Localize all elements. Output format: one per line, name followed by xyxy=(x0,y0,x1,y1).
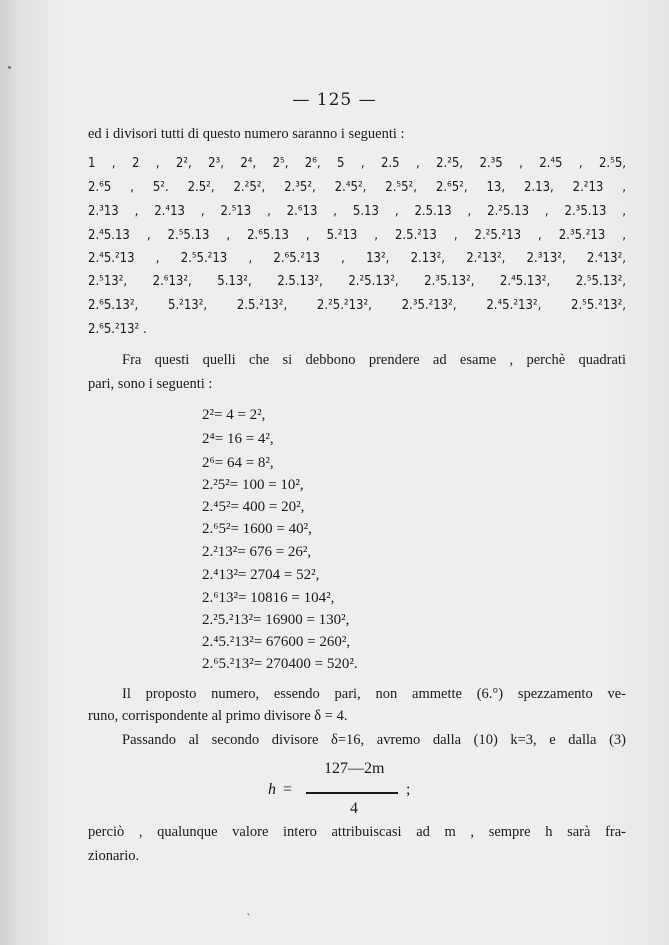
ink-speck xyxy=(8,66,11,69)
equation-line: 2.²5.²13²= 16900 = 130², xyxy=(202,612,350,628)
paragraph-line: Passando al secondo divisore δ=16, avremo dalla (10) k=3, e dalla (3) xyxy=(122,732,626,748)
paragraph-line: perciò , qualunque valore intero attribuiscasi ad m , sempre h sarà fra- xyxy=(88,824,626,840)
fraction-lhs: h xyxy=(268,781,276,798)
fraction-denominator: 4 xyxy=(350,800,358,817)
divisor-line: 2.⁵13², 2.⁶13², 5.13², 2.5.13², 2.²5.13², 2.³5.13², 2.⁴5.13², 2.⁵5.13², xyxy=(88,274,626,289)
equation-line: 2.⁴5²= 400 = 20², xyxy=(202,499,305,515)
paragraph-line: zionario. xyxy=(88,848,140,864)
equation-line: 2.⁶5.²13²= 270400 = 520². xyxy=(202,656,358,672)
equation-line: 2.⁴13²= 2704 = 52², xyxy=(202,567,320,583)
equation-line: 2⁶= 64 = 8², xyxy=(202,455,274,471)
stray-mark: ` xyxy=(246,912,252,926)
page-number: — 125 — xyxy=(292,90,377,110)
paragraph-line: Fra questi quelli che si debbono prendere ad esame , perchè quadrati xyxy=(122,352,626,368)
paragraph-line: pari, sono i seguenti : xyxy=(88,376,213,392)
equation-line: 2.²13²= 676 = 26², xyxy=(202,544,312,560)
equation-line: 2.⁶5²= 1600 = 40², xyxy=(202,521,312,537)
paragraph-line: runo, corrispondente al primo divisore δ = 4. xyxy=(88,708,348,724)
fraction-equals: = xyxy=(283,781,293,798)
intro-line: ed i divisori tutti di questo numero saranno i seguenti : xyxy=(88,126,405,142)
divisor-line: 2.⁶5.13², 5.²13², 2.5.²13², 2.²5.²13², 2.³5.²13², 2.⁴5.²13², 2.⁵5.²13², xyxy=(88,298,626,313)
divisor-line: 2.³13 , 2.⁴13 , 2.⁵13 , 2.⁶13 , 5.13 , 2.5.13 , 2.²5.13 , 2.³5.13 , xyxy=(88,204,626,219)
equation-line: 2⁴= 16 = 4², xyxy=(202,431,274,447)
equation-line: 2.⁴5.²13²= 67600 = 260², xyxy=(202,634,351,650)
divisor-line: 2.⁴5.²13 , 2.⁵5.²13 , 2.⁶5.²13 , 13², 2.13², 2.²13², 2.³13², 2.⁴13², xyxy=(88,251,626,266)
divisor-line: 2.⁶5.²13² . xyxy=(88,322,147,337)
divisor-line: 2.⁶5 , 5². 2.5², 2.²5², 2.³5², 2.⁴5², 2.⁵5², 2.⁶5², 13, 2.13, 2.²13 , xyxy=(88,180,626,195)
divisor-line: 2.⁴5.13 , 2.⁵5.13 , 2.⁶5.13 , 5.²13 , 2.5.²13 , 2.²5.²13 , 2.³5.²13 , xyxy=(88,228,626,243)
paragraph-line: Il proposto numero, essendo pari, non ammette (6.°) spezzamento ve- xyxy=(122,686,626,702)
equation-line: 2.⁶13²= 10816 = 104², xyxy=(202,590,335,606)
fraction-semicolon: ; xyxy=(406,781,411,798)
equation-line: 2²= 4 = 2², xyxy=(202,407,266,423)
fraction-numerator: 127—2m xyxy=(324,760,385,777)
fraction-bar xyxy=(306,792,398,794)
equation-line: 2.²5²= 100 = 10², xyxy=(202,477,304,493)
fraction-formula xyxy=(268,760,448,820)
divisor-line: 1 , 2 , 2², 2³, 2⁴, 2⁵, 2⁶, 5 , 2.5 , 2.²5, 2.³5 , 2.⁴5 , 2.⁵5, xyxy=(88,156,626,171)
